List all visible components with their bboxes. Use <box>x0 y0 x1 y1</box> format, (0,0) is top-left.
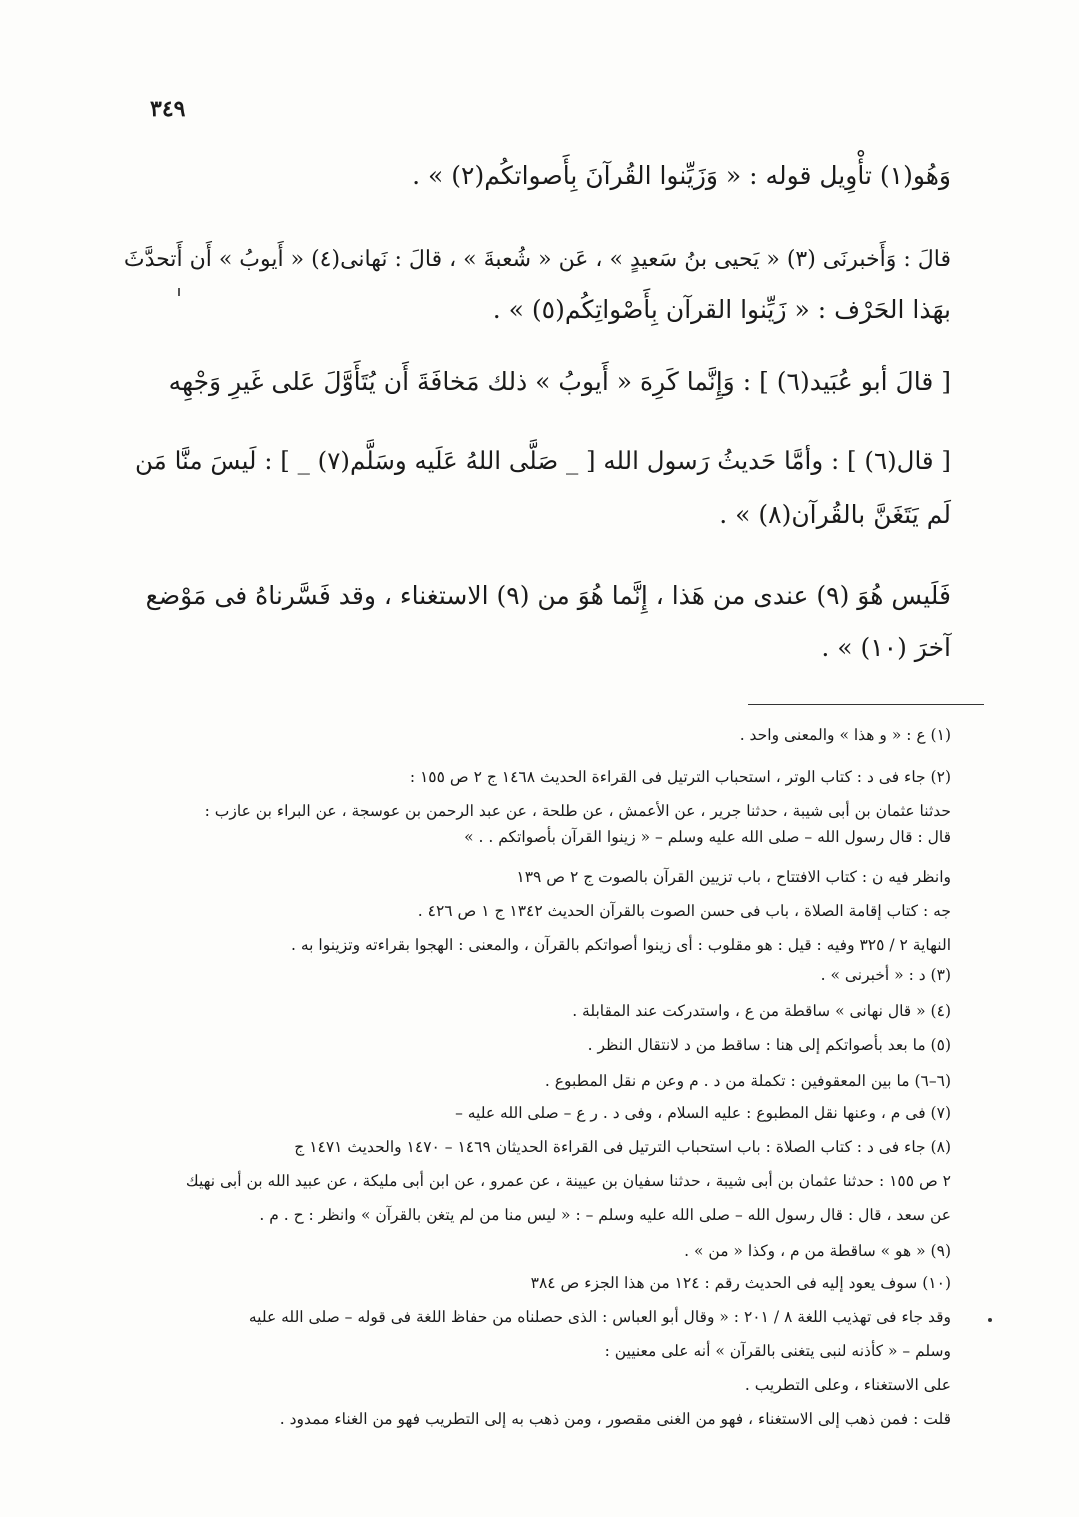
main-line: قالَ : وَأَخبرنَى (٣) « يَحيى بنُ سَعيدٍ » ، عَن « شُعبةَ » ، قالَ : نَهانى(٤) « أَيوبُ » أَن أَتحدَّثَ <box>123 247 951 272</box>
scan-mark <box>988 1318 992 1322</box>
main-line: آخرَ (١٠) » . <box>821 633 951 662</box>
footnote: وسلم – « كأذنه لنبى يتغنى بالقرآن » أنه على معنيين : <box>604 1342 951 1360</box>
footnote: حدثنا عثمان بن أبى شيبة ، حدثنا جرير ، عن الأعمش ، عن طلحة ، عن عبد الرحمن بن عوسجة ، عن البراء بن عازب : <box>204 802 951 820</box>
main-line: لَم يَتَغَنَّ بالقُرآن(٨) » . <box>719 500 951 529</box>
footnote: (٥) ما بعد بأصواتكم إلى هنا : ساقط من د لانتقال النظر . <box>587 1036 951 1054</box>
footnote: النهاية ٢ / ٣٢٥ وفيه : قيل : هو مقلوب : أى زينوا أصواتكم بالقرآن ، والمعنى : الهجوا بقراءته وتزينوا به . <box>291 936 951 954</box>
footnote: قلت : فمن ذهب إلى الاستغناء ، فهو من الغنى مقصور ، ومن ذهب به إلى التطريب فهو من الغناء ممدود . <box>279 1410 951 1428</box>
footnote: قال : قال رسول الله – صلى الله عليه وسلم – « زينوا القرآن بأصواتكم . . » <box>464 828 951 846</box>
footnote: (١٠) سوف يعود إليه فى الحديث رقم : ١٢٤ من هذا الجزء ص ٣٨٤ <box>530 1274 951 1292</box>
footnote: جه : كتاب إقامة الصلاة ، باب فى حسن الصوت بالقرآن الحديث ١٣٤٢ ج ١ ص ٤٢٦ . <box>417 902 951 920</box>
footnote: (٨) جاء فى د : كتاب الصلاة : باب استحباب الترتيل فى القراءة الحديثان ١٤٦٩ – ١٤٧٠ والحديث ١٤٧١ ج <box>294 1138 951 1156</box>
footnote: (٤) « قال نهانى » ساقطة من ع ، واستدركت عند المقابلة . <box>572 1002 951 1020</box>
footnote: ٢ ص ١٥٥ : حدثنا عثمان بن أبى شيبة ، حدثنا سفيان بن عيينة ، عن عمرو ، عن ابن أبى مليكة ، عن عبيد الله بن أبى نهيك <box>185 1172 951 1190</box>
footnote: على الاستغناء ، وعلى التطريب . <box>744 1376 951 1394</box>
footnote: (٩) « هو » ساقطة من م ، وكذا « من » . <box>684 1242 951 1260</box>
footnote-separator <box>748 704 984 705</box>
scan-speck <box>178 288 180 296</box>
footnote: وانظر فيه ن : كتاب الافتتاح ، باب تزيين القرآن بالصوت ج ٢ ص ١٣٩ <box>516 868 951 886</box>
main-line: [ قال(٦) ] : وأمَّا حَديثُ رَسول الله [ _ صَلَّى اللهُ عَلَيه وسَلَّم(٧) _ ] : لَيسَ منَّا مَن <box>135 446 951 475</box>
footnote: (١) ع : « و هذا » والمعنى واحد . <box>739 726 951 744</box>
footnote: (٦–٦) ما بين المعقوفين : تكملة من د . م وعن م نقل المطبوع . <box>544 1072 951 1090</box>
main-line: بهَذا الحَرْف : « زَيِّنوا القرآن بِأَصْواتِكُم(٥) » . <box>492 295 951 324</box>
main-line: وَهُو(١) تأْوِيل قوله : « وَزَيِّنوا القُرآنَ بِأَصواتكُم(٢) » . <box>412 161 951 190</box>
footnote: عن سعد ، قال : قال رسول الله – صلى الله عليه وسلم – : « ليس منا من لم يتغن بالقرآن » وانظر : ح . م . <box>259 1206 951 1224</box>
footnote: (٢) جاء فى د : كتاب الوتر ، استحباب الترتيل فى القراءة الحديث ١٤٦٨ ج ٢ ص ١٥٥ : <box>409 768 951 786</box>
footnote: (٣) د : « أخبرنى » . <box>820 966 951 984</box>
main-line: فَلَيس هُوَ (٩) عندى من هَذا ، إِنَّما هُوَ من (٩) الاستغناء ، وقد فَسَّرناهُ فى مَوْضع <box>145 581 951 610</box>
footnote: (٧) فى م ، وعنها نقل المطبوع : عليه السلام ، وفى د . ر ع – صلى الله عليه – <box>455 1104 951 1122</box>
footnote: وقد جاء فى تهذيب اللغة ٨ / ٢٠١ : « وقال أبو العباس : الذى حصلناه من حفاظ اللغة فى قوله – صلى الله عليه <box>248 1308 951 1326</box>
main-line: [ قالَ أبو عُبَيد(٦) ] : وَإِنَّما كَرِهَ « أَيوبُ » ذلك مَخافَةَ أَن يُتَأَوَّلَ عَلى غَيرِ وَجْهِه <box>168 367 951 396</box>
page-number: ٣٤٩ <box>150 96 186 122</box>
